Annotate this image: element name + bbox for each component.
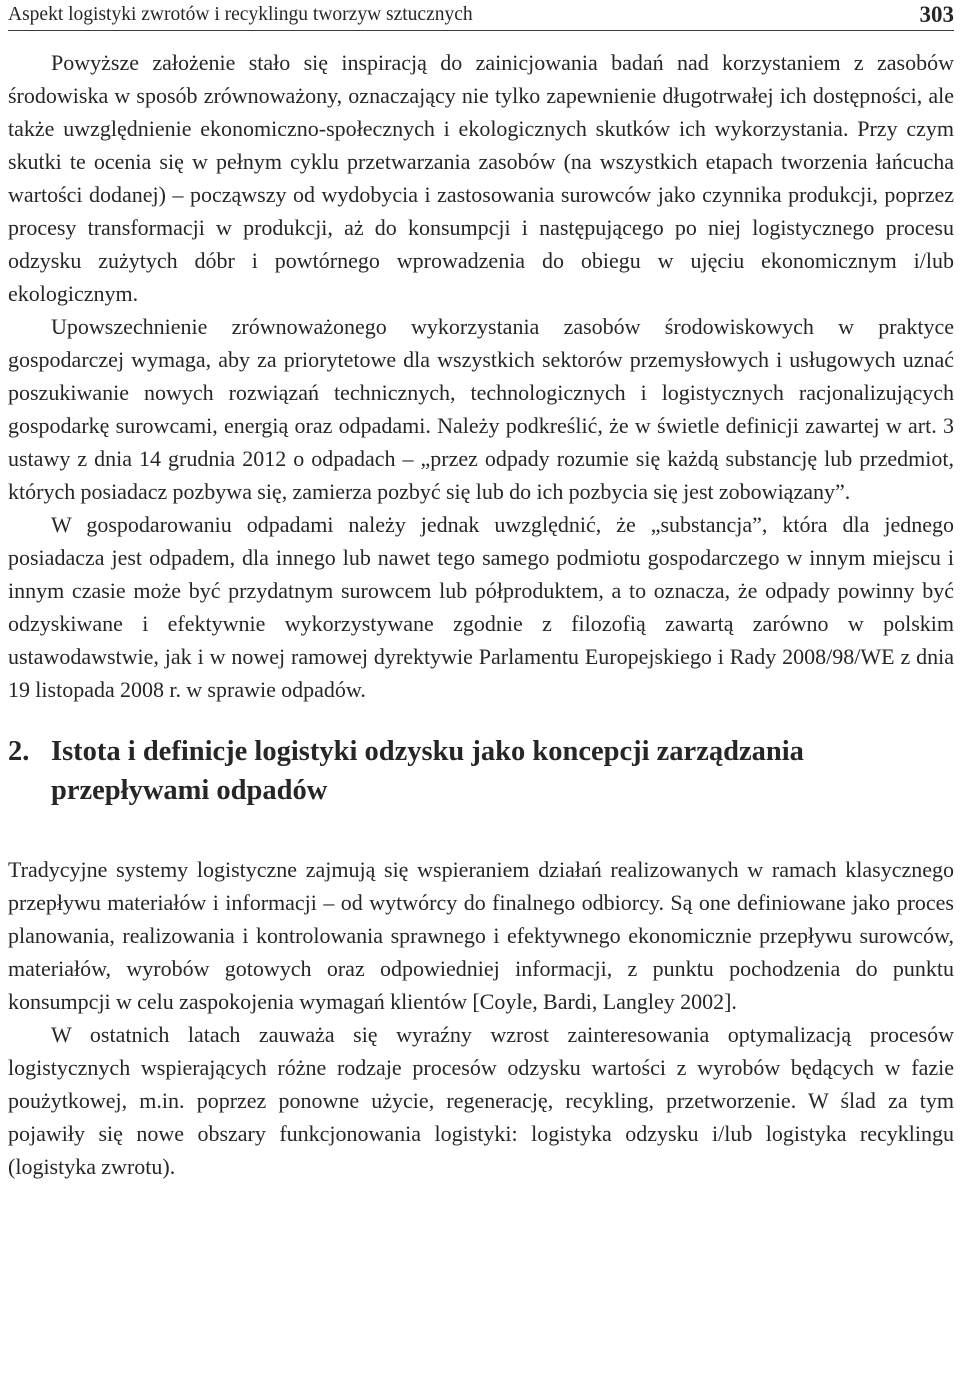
running-header-title: Aspekt logistyki zwrotów i recyklingu tworzyw sztucznych (8, 4, 473, 25)
section-title: Istota i definicje logistyki odzysku jako koncepcji zarządzania przepływami odpadów (51, 736, 804, 806)
document-page (8, 0, 954, 1183)
page-number: 303 (919, 2, 954, 27)
section-number: 2. (8, 736, 30, 767)
body-text (8, 46, 954, 1183)
paragraph: Tradycyjne systemy logistyczne zajmują się wspieraniem działań realizowanych w ramach klasycznego przepływu materiałów i informacji – od wytwórcy do finalnego odbiorcy. Są one definiowane jako proces planowania, realizowania i kontrolowania sprawnego i efektywnego ekonomicznie przepływu surowców, materiałów, wyrobów gotowych oraz odpowiedniej informacji, z punktu pochodzenia do punktu konsumpcji w celu zaspokojenia wymagań klientów [Coyle, Bardi, Langley 2002]. (8, 857, 954, 1014)
section-heading (8, 732, 954, 810)
paragraph: Powyższe założenie stało się inspiracją do zainicjowania badań nad korzystaniem z zasobów środowiska w sposób zrównoważony, oznaczający nie tylko zapewnienie długotrwałej ich dostępności, ale także uwzględnienie ekonomiczno-społecznych i ekologicznych skutków ich wykorzystania. Przy czym skutki te ocenia się w pełnym cyklu przetwarzania zasobów (na wszystkich etapach tworzenia łańcucha wartości dodanej) – począwszy od wydobycia i zastosowania surowców jako czynnika produkcji, poprzez procesy transformacji w produkcji, aż do konsumpcji i następującego po niej logistycznego procesu odzysku zużytych dóbr i powtórnego wprowadzenia do obiegu w ujęciu ekonomicznym i/lub ekologicznym. (8, 50, 954, 306)
paragraph: W gospodarowaniu odpadami należy jednak uwzględnić, że „substancja”, która dla jednego posiadacza jest odpadem, dla innego lub nawet tego samego podmiotu gospodarczego w innym miejscu i innym czasie może być przydatnym surowcem lub półproduktem, a to oznacza, że odpady powinny być odzyskiwane i efektywnie wykorzystywane zgodnie z filozofią zawartą zarówno w polskim ustawodawstwie, jak i w nowej ramowej dyrektywie Parlamentu Europejskiego i Rady 2008/98/WE z dnia 19 listopada 2008 r. w sprawie odpadów. (8, 512, 954, 702)
paragraph: Upowszechnienie zrównoważonego wykorzystania zasobów środowiskowych w praktyce gospodarczej wymaga, aby za priorytetowe dla wszystkich sektorów przemysłowych i usługowych uznać poszukiwanie nowych rozwiązań technicznych, technologicznych i logistycznych racjonalizujących gospodarkę surowcami, energią oraz odpadami. Należy podkreślić, że w świetle definicji zawartej w art. 3 ustawy z dnia 14 grudnia 2012 o odpadach – „przez odpady rozumie się każdą substancję lub przedmiot, których posiadacz pozbywa się, zamierza pozbyć się lub do ich pozbycia się jest zobowiązany”. (8, 314, 954, 504)
running-header (8, 0, 954, 31)
paragraph: W ostatnich latach zauważa się wyraźny wzrost zainteresowania optymalizacją procesów logistycznych wspierających różne rodzaje procesów odzysku wartości z wyrobów będących w fazie poużytkowej, m.in. poprzez ponowne użycie, regenerację, recykling, przetworzenie. W ślad za tym pojawiły się nowe obszary funkcjonowania logistyki: logistyka odzysku i/lub logistyka recyklingu (logistyka zwrotu). (8, 1022, 954, 1179)
